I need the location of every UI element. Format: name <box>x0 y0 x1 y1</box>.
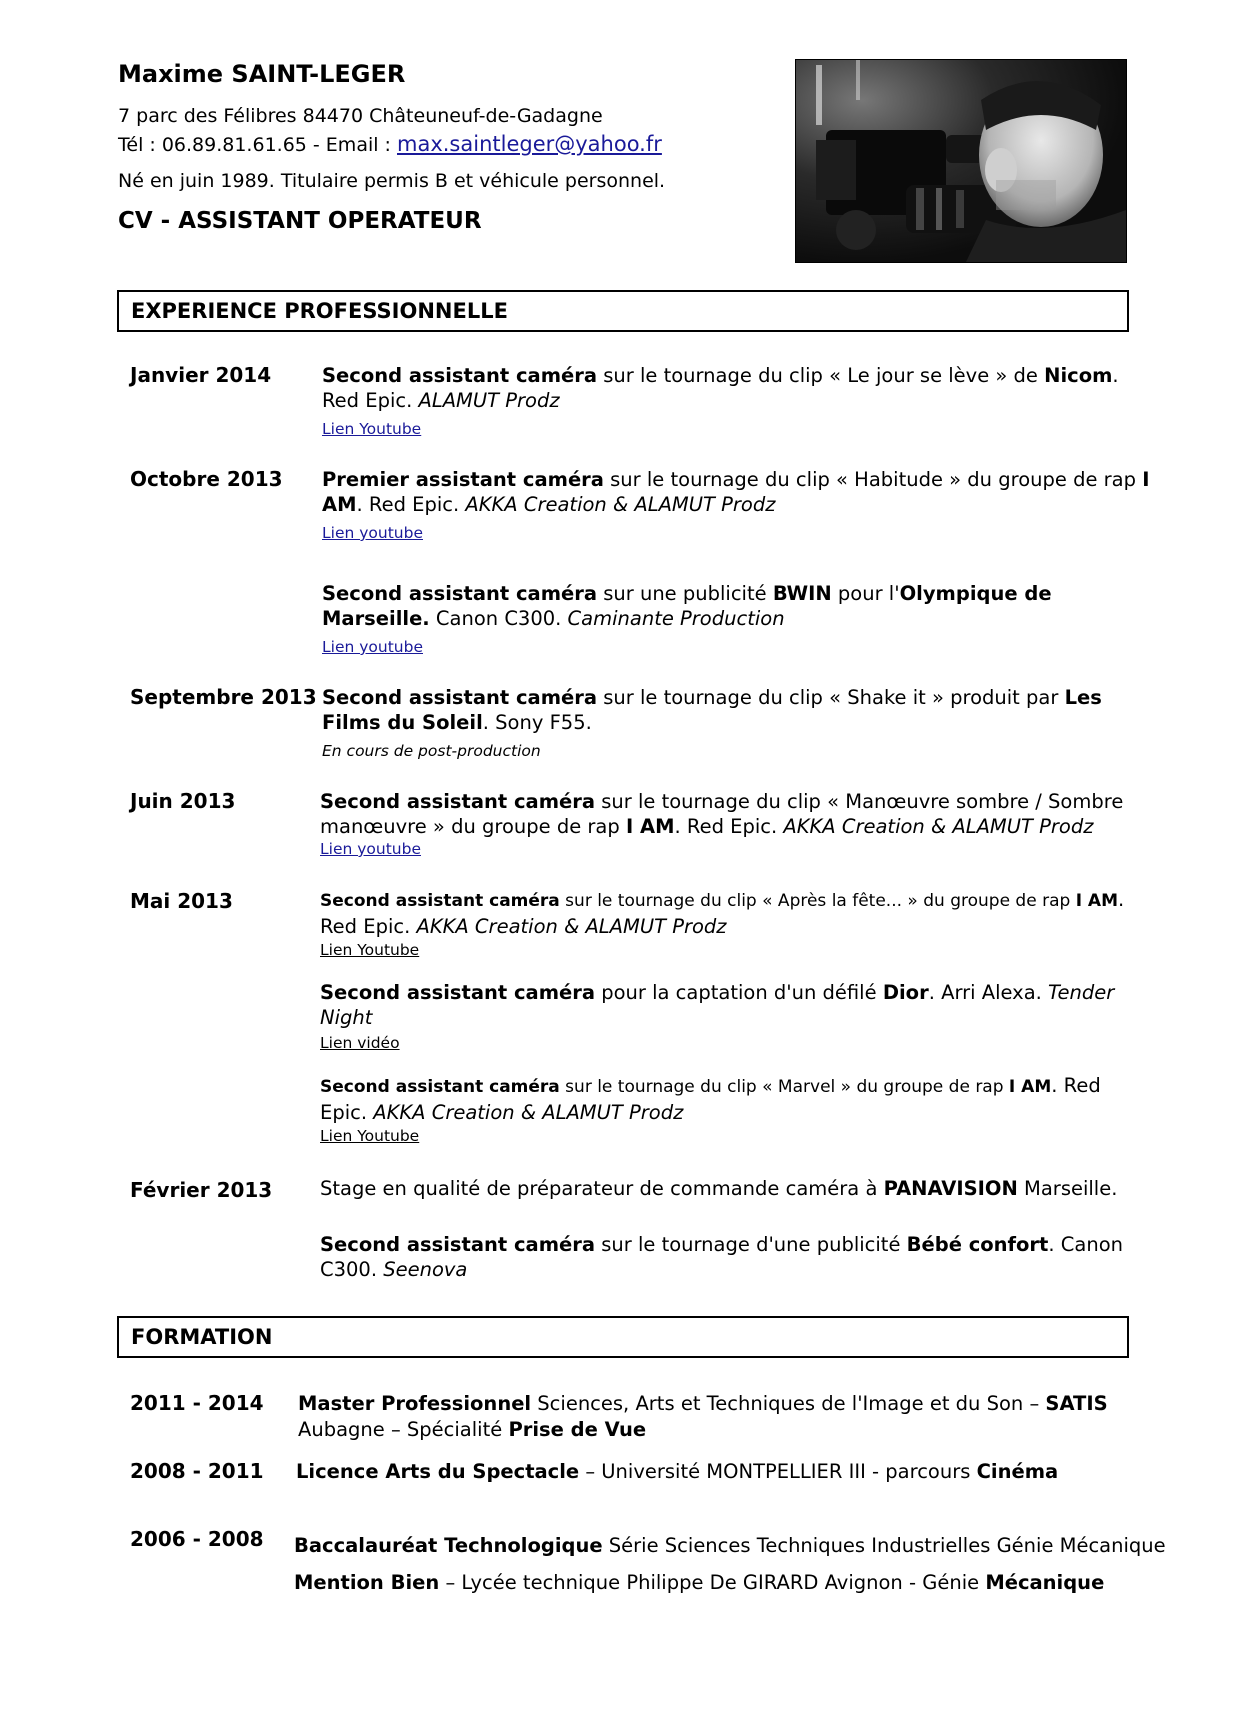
section-formation <box>117 1316 1129 1358</box>
entry-text: sur le tournage du clip « Habitude » du groupe de rap <box>603 468 1143 491</box>
entry-text: sur le tournage du clip « Marvel » du groupe de rap <box>559 1077 1009 1097</box>
entry-text: . Red <box>1051 1074 1101 1097</box>
cv-title: CV - ASSISTANT OPERATEUR <box>118 208 482 234</box>
youtube-link[interactable]: Lien youtube <box>320 840 421 858</box>
production-text: AKKA Creation & ALAMUT Prodz <box>373 1101 684 1124</box>
formation-date-2008: 2008 - 2011 <box>130 1459 264 1483</box>
production-text: Night <box>320 1006 373 1029</box>
entry-text: – Lycée technique Philippe De GIRARD Avignon - Génie <box>439 1571 986 1594</box>
entry-text: . Red Epic. <box>356 493 466 516</box>
exp-date-may-2013: Mai 2013 <box>130 889 233 913</box>
exp-entry-bwin <box>322 581 1052 631</box>
entry-text: sur le tournage d'une publicité <box>595 1233 907 1256</box>
entry-text: – Université MONTPELLIER III - parcours <box>579 1460 977 1483</box>
email-link[interactable]: max.saintleger@yahoo.fr <box>397 132 662 156</box>
production-text: AKKA Creation & ALAMUT Prodz <box>416 915 727 938</box>
formation-entry-bac <box>294 1527 1166 1601</box>
client-text: Les <box>1064 686 1102 709</box>
speciality-text: Prise de Vue <box>508 1418 647 1441</box>
mention-text: Mention Bien <box>294 1571 440 1594</box>
degree-text: Licence Arts du Spectacle <box>296 1460 580 1483</box>
role-text: Second assistant caméra <box>322 582 598 605</box>
client-text: Marseille. <box>322 607 430 630</box>
entry-text: sur le tournage du clip « Shake it » produit par <box>597 686 1065 709</box>
role-text: Second assistant caméra <box>320 891 560 911</box>
exp-entry-oct-2013 <box>322 467 1149 517</box>
artist-text: I AM <box>1075 891 1119 911</box>
role-text: Second assistant caméra <box>322 364 598 387</box>
artist-text: I AM <box>1008 1077 1052 1097</box>
exp-entry-jan-2014 <box>322 363 1119 413</box>
entry-text: Série Sciences Techniques Industrielles Génie Mécanique <box>602 1534 1166 1557</box>
video-link[interactable]: Lien vidéo <box>320 1034 400 1052</box>
formation-date-2011: 2011 - 2014 <box>130 1391 264 1415</box>
contact-line <box>118 132 662 156</box>
speciality-text: Cinéma <box>976 1460 1059 1483</box>
exp-entry-jun-2013 <box>320 789 1123 839</box>
production-text: AKKA Creation & ALAMUT Prodz <box>783 815 1094 838</box>
entry-text: Stage en qualité de préparateur de commande caméra à <box>320 1177 884 1200</box>
entry-text: sur le tournage du clip « Après la fête... » du groupe de rap <box>559 891 1076 911</box>
entry-text: Aubagne – Spécialité <box>298 1418 509 1441</box>
speciality-text: Mécanique <box>985 1571 1105 1594</box>
exp-date-oct-2013: Octobre 2013 <box>130 467 283 491</box>
entry-text: Canon C300. <box>429 607 568 630</box>
candidate-name: Maxime SAINT-LEGER <box>118 60 406 88</box>
profile-photo <box>795 59 1127 263</box>
production-text: ALAMUT Prodz <box>418 389 560 412</box>
role-text: Second assistant caméra <box>320 790 596 813</box>
artist-text: AM <box>322 493 357 516</box>
exp-date-feb-2013: Février 2013 <box>130 1178 273 1202</box>
degree-text: Master Professionnel <box>298 1392 532 1415</box>
birth-info: Né en juin 1989. Titulaire permis B et véhicule personnel. <box>118 170 666 192</box>
school-text: SATIS <box>1045 1392 1108 1415</box>
youtube-link[interactable]: Lien Youtube <box>322 420 422 438</box>
entry-text: Sciences, Arts et Techniques de l'Image et du Son – <box>531 1392 1046 1415</box>
role-text: Second assistant caméra <box>320 1077 560 1097</box>
exp-date-sep-2013: Septembre 2013 <box>130 685 317 709</box>
entry-text: Epic. <box>320 1101 374 1124</box>
exp-date-jun-2013: Juin 2013 <box>130 789 236 813</box>
production-text: Tender <box>1048 981 1115 1004</box>
client-text: Olympique de <box>899 582 1052 605</box>
address: 7 parc des Félibres 84470 Châteuneuf-de-Gadagne <box>118 105 603 127</box>
youtube-link[interactable]: Lien Youtube <box>320 1127 420 1145</box>
brand-text: Dior <box>882 981 929 1004</box>
entry-text: Marseille. <box>1017 1177 1118 1200</box>
exp-date-jan-2014: Janvier 2014 <box>130 363 272 387</box>
brand-text: Bébé confort <box>906 1233 1049 1256</box>
exp-entry-bebe-confort <box>320 1232 1123 1282</box>
entry-text: sur le tournage du clip « Manœuvre sombre / Sombre <box>595 790 1124 813</box>
entry-text: sur une publicité <box>597 582 773 605</box>
section-experience <box>117 290 1129 332</box>
entry-text: pour l' <box>831 582 900 605</box>
production-text: AKKA Creation & ALAMUT Prodz <box>465 493 776 516</box>
youtube-link[interactable]: Lien youtube <box>322 524 423 542</box>
formation-date-2006: 2006 - 2008 <box>130 1527 264 1551</box>
entry-text: . Red Epic. <box>674 815 784 838</box>
youtube-link[interactable]: Lien Youtube <box>320 941 420 959</box>
role-text: Second assistant caméra <box>320 981 596 1004</box>
entry-text: . Arri Alexa. <box>928 981 1049 1004</box>
entry-text: pour la captation d'un défilé <box>595 981 883 1004</box>
client-text: Films du Soleil <box>322 711 483 734</box>
brand-text: BWIN <box>772 582 832 605</box>
artist-text: I AM <box>625 815 675 838</box>
entry-text: . Sony F55. <box>482 711 592 734</box>
exp-entry-panavision <box>320 1176 1117 1201</box>
entry-text: Red Epic. <box>320 915 417 938</box>
entry-text: . <box>1118 888 1125 911</box>
entry-text: . <box>1112 364 1119 387</box>
formation-entry-master <box>298 1391 1108 1443</box>
entry-text: manœuvre » du groupe de rap <box>320 815 626 838</box>
role-text: Premier assistant caméra <box>322 468 604 491</box>
entry-text: C300. <box>320 1258 384 1281</box>
section-formation-title: FORMATION <box>131 1325 273 1349</box>
role-text: Second assistant caméra <box>320 1233 596 1256</box>
artist-text: Nicom <box>1044 364 1113 387</box>
exp-entry-sep-2013 <box>322 685 1102 735</box>
production-text: Seenova <box>383 1258 468 1281</box>
artist-text: I <box>1142 468 1150 491</box>
post-production-note: En cours de post-production <box>322 742 541 760</box>
entry-text: sur le tournage du clip « Le jour se lève » de <box>597 364 1045 387</box>
exp-entry-may-2013 <box>320 887 1124 941</box>
entry-text: . Canon <box>1048 1233 1123 1256</box>
youtube-link[interactable]: Lien youtube <box>322 638 423 656</box>
production-text: Caminante Production <box>567 607 785 630</box>
role-text: Second assistant caméra <box>322 686 598 709</box>
entry-text: Red Epic. <box>322 389 419 412</box>
brand-text: PANAVISION <box>883 1177 1018 1200</box>
exp-entry-marvel <box>320 1073 1101 1127</box>
exp-entry-dior <box>320 980 1114 1030</box>
phone-text: Tél : 06.89.81.61.65 - Email : <box>118 134 397 156</box>
formation-entry-licence <box>296 1459 1058 1485</box>
degree-text: Baccalauréat Technologique <box>294 1534 603 1557</box>
section-experience-title: EXPERIENCE PROFESSIONNELLE <box>131 299 508 323</box>
